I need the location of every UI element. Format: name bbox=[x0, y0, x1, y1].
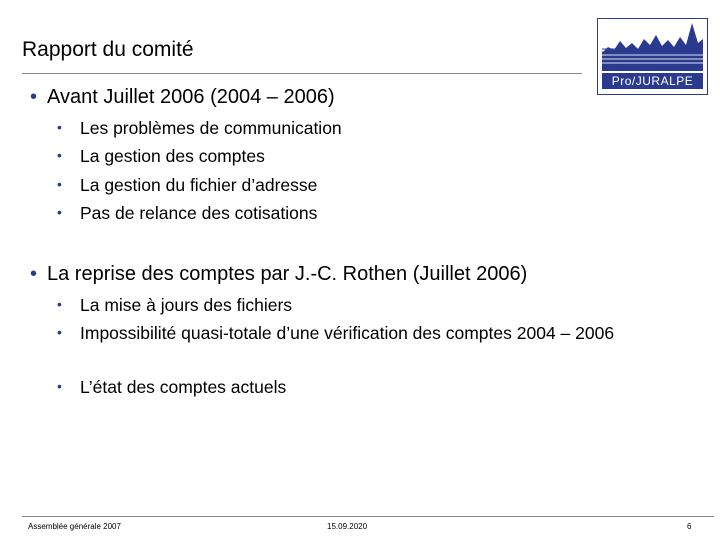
list-item-text: L’état des comptes actuels bbox=[80, 377, 287, 397]
juralpe-logo bbox=[597, 18, 708, 95]
footer-divider bbox=[22, 516, 714, 517]
bullet-icon: • bbox=[57, 147, 62, 163]
list-item bbox=[57, 294, 647, 316]
bullet-icon: • bbox=[30, 263, 38, 285]
list-item-text: Impossibilité quasi-totale d’une vérification des comptes 2004 – 2006 bbox=[80, 323, 615, 343]
section-heading-text: Avant Juillet 2006 (2004 – 2006) bbox=[47, 86, 335, 108]
page-number: 6 bbox=[687, 522, 692, 531]
footer-date: 15.09.2020 bbox=[327, 522, 368, 531]
list-item bbox=[57, 117, 647, 139]
list-item-text: La mise à jours des fichiers bbox=[80, 295, 293, 315]
bullet-icon: • bbox=[57, 324, 62, 340]
list-item-text: Les problèmes de communication bbox=[80, 118, 342, 138]
list-item-text: La gestion des comptes bbox=[80, 146, 265, 166]
bullet-icon: • bbox=[57, 119, 62, 135]
bullet-icon: • bbox=[30, 86, 38, 108]
list-item-text: Pas de relance des cotisations bbox=[80, 203, 318, 223]
slide-title: Rapport du comité bbox=[22, 38, 194, 61]
list-item bbox=[57, 322, 647, 344]
list-item bbox=[57, 376, 647, 398]
list-item bbox=[57, 174, 647, 196]
section-heading-text: La reprise des comptes par J.-C. Rothen (Juillet 2006) bbox=[47, 263, 528, 285]
bullet-icon: • bbox=[57, 176, 62, 192]
bullet-icon: • bbox=[57, 296, 62, 312]
bullet-icon: • bbox=[57, 378, 62, 394]
footer-event: Assemblée générale 2007 bbox=[28, 522, 121, 531]
bullet-icon: • bbox=[57, 204, 62, 220]
list-item-text: La gestion du fichier d’adresse bbox=[80, 175, 318, 195]
list-item bbox=[57, 202, 647, 224]
logo-label: Pro/JURALPE bbox=[602, 73, 703, 89]
title-divider bbox=[22, 73, 582, 74]
list-item bbox=[57, 145, 647, 167]
